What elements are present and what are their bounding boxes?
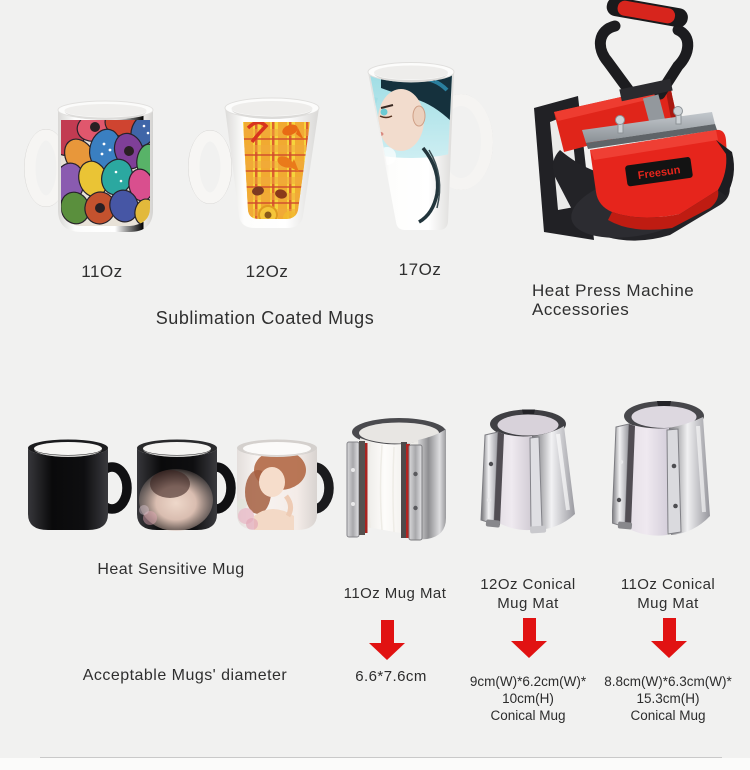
down-arrow-icon xyxy=(651,618,687,658)
mat-12oz-label-line1: 12Oz Conical xyxy=(480,576,576,593)
mat-12oz-conical-spec xyxy=(452,673,604,724)
machine-brand-text: Freesun xyxy=(637,164,682,183)
mat-11oz-photo xyxy=(344,412,454,548)
mat-11oz-label xyxy=(320,584,470,603)
heat-sensitive-mugs-photo xyxy=(18,436,338,540)
mug-12oz-photo xyxy=(186,96,326,238)
spec-line: 8.8cm(W)*6.3cm(W)* xyxy=(604,674,732,689)
spec-line: 15.3cm(H) xyxy=(636,691,700,706)
mat-11oz-label-line1: 11Oz Mug Mat xyxy=(343,585,447,602)
spec-line: 9cm(W)*6.2cm(W)* xyxy=(469,674,587,689)
spec-line: 10cm(H) xyxy=(502,691,554,706)
machine-label xyxy=(532,281,747,319)
heat-sensitive-mug-label: Heat Sensitive Mug xyxy=(97,561,245,578)
mug-11oz-photo xyxy=(24,98,160,238)
label-12oz: 12Oz xyxy=(245,262,289,281)
bottom-strip xyxy=(0,758,750,770)
mat-11oz-conical-label-line1: 11Oz Conical xyxy=(620,576,716,593)
label-17oz: 17Oz xyxy=(398,260,442,279)
mat-11oz-spec: 6.6*7.6cm xyxy=(355,668,427,685)
machine-label-line2: Accessories xyxy=(532,300,630,319)
machine-label-line1: Heat Press Machine xyxy=(532,281,695,300)
mat-11oz-conical-photo xyxy=(612,392,716,548)
heat-press-machine-photo xyxy=(520,0,740,248)
acceptable-diameter-label: Acceptable Mugs' diameter xyxy=(82,667,288,684)
spec-line: Conical Mug xyxy=(490,708,566,723)
mat-11oz-conical-spec xyxy=(592,673,744,724)
mat-12oz-conical-photo xyxy=(478,398,578,548)
spec-line: Conical Mug xyxy=(630,708,706,723)
down-arrow-icon xyxy=(369,620,405,660)
mug-17oz-photo xyxy=(353,58,495,234)
mat-11oz-conical-label xyxy=(593,575,743,613)
section-title-sublimation-mugs: Sublimation Coated Mugs xyxy=(155,308,375,328)
label-11oz: 11Oz xyxy=(81,262,123,281)
down-arrow-icon xyxy=(511,618,547,658)
mat-12oz-label-line2: Mug Mat xyxy=(497,595,559,612)
mat-11oz-conical-label-line2: Mug Mat xyxy=(637,595,699,612)
mat-12oz-conical-label xyxy=(453,575,603,613)
